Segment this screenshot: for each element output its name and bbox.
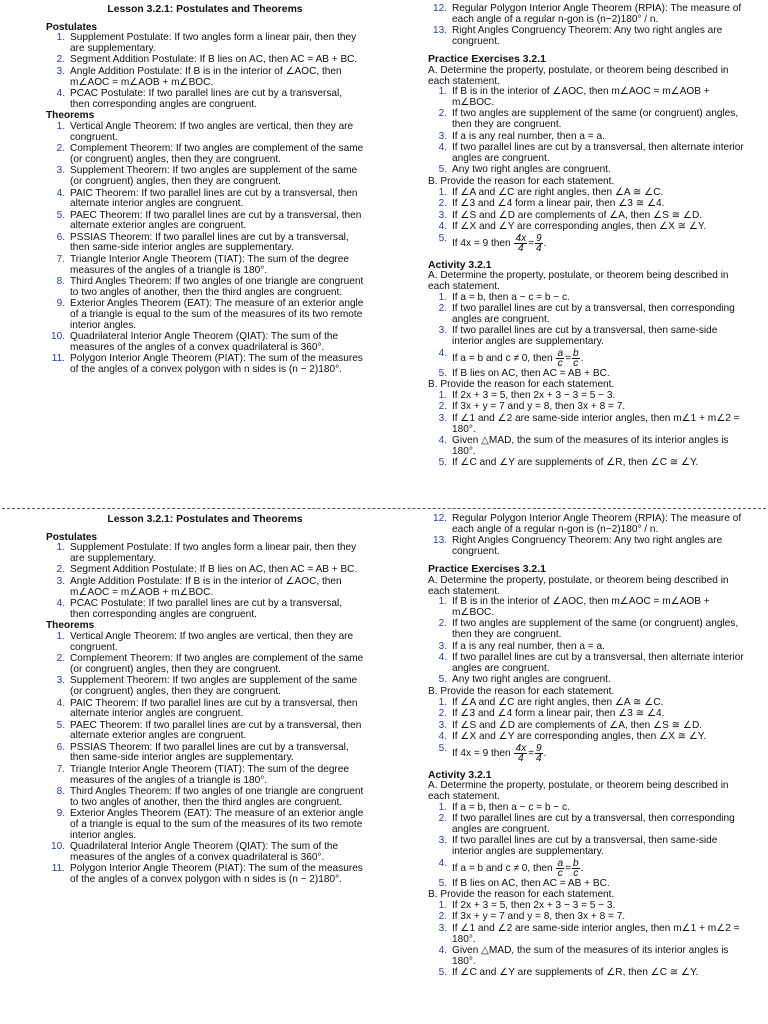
list-item bbox=[428, 87, 746, 108]
list-item bbox=[46, 654, 364, 675]
practice-b-intro: B. Provide the reason for each statement. bbox=[428, 685, 615, 697]
item-number: 9. bbox=[56, 808, 65, 820]
activity-a-intro: A. Determine the property, postulate, or theorem being described in each statement. bbox=[428, 270, 729, 293]
item-text: PAEC Theorem: If two parallel lines are cut by a transversal, then alternate exterior angles are congruent. bbox=[70, 719, 362, 742]
left-column bbox=[46, 514, 364, 887]
item-number: 6. bbox=[56, 741, 65, 753]
item-text: If two parallel lines are cut by a transversal, then same-side interior angles are supplementary. bbox=[452, 325, 718, 348]
postulates-list bbox=[46, 543, 364, 620]
theorems-heading: Theorems bbox=[46, 620, 95, 632]
list-item bbox=[46, 842, 364, 863]
item-number: 2. bbox=[438, 618, 447, 630]
item-text: If ∠S and ∠D are complements of ∠A, then ∠S ≅ ∠D. bbox=[452, 719, 703, 731]
list-item bbox=[428, 143, 746, 164]
fraction bbox=[535, 234, 543, 253]
fraction-numerator: 9 bbox=[536, 232, 542, 244]
activity-a-intro: A. Determine the property, postulate, or theorem being described in each statement. bbox=[428, 780, 729, 803]
item-text: PSSIAS Theorem: If two parallel lines are cut by a transversal, then same-side interior angles are supplementary. bbox=[70, 231, 349, 254]
fraction-denominator: 4 bbox=[536, 752, 542, 764]
item-number: 4. bbox=[56, 187, 65, 199]
item-number: 2. bbox=[56, 143, 65, 155]
item-number: 7. bbox=[56, 254, 65, 266]
theorems-list bbox=[46, 122, 364, 376]
item-number: 3. bbox=[438, 719, 447, 731]
activity-b-intro: B. Provide the reason for each statement. bbox=[428, 889, 615, 901]
item-number: 5. bbox=[438, 674, 447, 686]
activity-b-list bbox=[428, 391, 746, 469]
item-number: 4. bbox=[438, 857, 447, 869]
list-item bbox=[46, 743, 364, 764]
item-number: 4. bbox=[438, 347, 447, 359]
item-number: 3. bbox=[56, 675, 65, 687]
activity-heading: Activity 3.2.1 bbox=[428, 259, 492, 271]
item-number: 12. bbox=[432, 513, 447, 524]
item-number: 3. bbox=[438, 413, 447, 424]
list-item bbox=[428, 234, 746, 253]
list-item bbox=[428, 132, 746, 143]
list-item bbox=[428, 642, 746, 653]
item-number: 5. bbox=[438, 967, 447, 979]
right-column bbox=[428, 4, 746, 470]
item-text: If B is in the interior of ∠AOC, then m∠AOC = m∠AOB + m∠BOC. bbox=[452, 596, 710, 618]
item-text: Angle Addition Postulate: If B is in the interior of ∠AOC, then m∠AOC = m∠AOB + m∠BOC. bbox=[70, 65, 342, 88]
list-item bbox=[46, 299, 364, 331]
list-item bbox=[46, 565, 364, 576]
list-item bbox=[46, 632, 364, 653]
item-text: Polygon Interior Angle Theorem (PIAT): The sum of the measures of the angles of a convex polygon with n sides is (n − 2)180°. bbox=[70, 863, 363, 885]
item-number: 11. bbox=[51, 353, 65, 365]
list-item bbox=[428, 304, 746, 325]
fraction-numerator: b bbox=[573, 347, 579, 359]
item-text: If ∠1 and ∠2 are same-side interior angles, then m∠1 + m∠2 = 180°. bbox=[452, 413, 740, 435]
practice-a-intro: A. Determine the property, postulate, or theorem being described in each statement. bbox=[428, 64, 729, 87]
practice-b-list bbox=[428, 188, 746, 253]
item-number: 2. bbox=[438, 303, 447, 315]
item-text: Segment Addition Postulate: If B lies on AC, then AC = AB + BC. bbox=[70, 564, 358, 576]
item-text: If ∠S and ∠D are complements of ∠A, then ∠S ≅ ∠D. bbox=[452, 209, 703, 221]
list-item bbox=[46, 765, 364, 786]
list-item bbox=[46, 166, 364, 187]
item-text: Supplement Postulate: If two angles form a linear pair, then they are supplementary. bbox=[70, 542, 357, 564]
item-number: 2. bbox=[56, 564, 65, 576]
list-item bbox=[428, 211, 746, 222]
item-text: Quadrilateral Interior Angle Theorem (QIAT): The sum of the measures of the angles of a convex quadrilateral is 360°. bbox=[70, 331, 339, 353]
list-item bbox=[428, 165, 746, 176]
theorems-list-continued bbox=[428, 4, 746, 47]
item-number: 6. bbox=[56, 231, 65, 243]
list-item bbox=[46, 277, 364, 298]
item-text: Supplement Postulate: If two angles form a linear pair, then they are supplementary. bbox=[70, 32, 357, 54]
item-number: 1. bbox=[56, 32, 65, 44]
item-number: 1. bbox=[438, 899, 447, 911]
item-number: 1. bbox=[56, 120, 65, 132]
list-item bbox=[46, 332, 364, 353]
item-number: 5. bbox=[438, 367, 447, 379]
item-number: 5. bbox=[56, 209, 65, 221]
list-item bbox=[428, 924, 746, 945]
item-text: If ∠C and ∠Y are supplements of ∠R, then ∠C ≅ ∠Y. bbox=[452, 967, 699, 979]
list-item bbox=[428, 912, 746, 923]
item-text: Complement Theorem: If two angles are complement of the same (or congruent) angles, then they are congruent. bbox=[70, 143, 364, 165]
equals-sign: = bbox=[565, 352, 572, 364]
fraction-denominator: 4 bbox=[536, 242, 542, 254]
item-text: If ∠X and ∠Y are corresponding angles, then ∠X ≅ ∠Y. bbox=[452, 731, 707, 743]
item-number: 4. bbox=[438, 731, 447, 743]
item-text bbox=[452, 234, 746, 253]
item-text: If two parallel lines are cut by a transversal, then alternate interior angles are congruent. bbox=[452, 652, 744, 674]
item-text: Third Angles Theorem: If two angles of one triangle are congruent to two angles of another, then the third angles are congruent. bbox=[70, 276, 364, 298]
fraction-numerator: 4x bbox=[515, 742, 527, 754]
list-item bbox=[46, 354, 364, 375]
activity-a-list bbox=[428, 803, 746, 890]
item-text: PAIC Theorem: If two parallel lines are cut by a transversal, then alternate interior angles are congruent. bbox=[70, 697, 358, 720]
list-item bbox=[428, 946, 746, 967]
equals-sign: = bbox=[528, 238, 535, 250]
list-item bbox=[428, 293, 746, 304]
item-text: Given △MAD, the sum of the measures of its interior angles is 180°. bbox=[452, 435, 729, 457]
item-number: 2. bbox=[438, 911, 447, 923]
item-text: Triangle Interior Angle Theorem (TIAT): The sum of the degree measures of the angles of a triangle is 180°. bbox=[70, 764, 350, 786]
item-text: Segment Addition Postulate: If B lies on AC, then AC = AB + BC. bbox=[70, 54, 358, 66]
item-number: 4. bbox=[56, 598, 65, 610]
list-item bbox=[428, 369, 746, 380]
item-text: If two parallel lines are cut by a transversal, then alternate interior angles are congruent. bbox=[452, 142, 744, 164]
item-number: 5. bbox=[438, 457, 447, 469]
fraction-numerator: a bbox=[557, 857, 564, 869]
list-item bbox=[428, 653, 746, 674]
item-number: 4. bbox=[438, 652, 447, 664]
item-text: Given △MAD, the sum of the measures of its interior angles is 180°. bbox=[452, 945, 729, 967]
item-text: Exterior Angles Theorem (EAT): The measure of an exterior angle of a triangle is equal to the sum of the measures of its two remote interior angles. bbox=[70, 808, 364, 841]
list-item bbox=[428, 859, 746, 878]
list-item bbox=[428, 709, 746, 720]
list-item bbox=[428, 514, 746, 535]
list-item bbox=[46, 599, 364, 620]
item-number: 2. bbox=[438, 708, 447, 720]
list-item bbox=[428, 698, 746, 709]
list-item bbox=[46, 189, 364, 210]
list-item bbox=[428, 803, 746, 814]
item-text: Vertical Angle Theorem: If two angles are vertical, then they are congruent. bbox=[70, 630, 354, 653]
item-number: 11. bbox=[51, 863, 65, 875]
list-item bbox=[46, 864, 364, 885]
activity-heading: Activity 3.2.1 bbox=[428, 769, 492, 781]
item-text: If B lies on AC, then AC = AB + BC. bbox=[452, 877, 610, 889]
item-text-suffix: . bbox=[543, 238, 547, 250]
fraction bbox=[556, 859, 564, 878]
list-item bbox=[428, 199, 746, 210]
item-number: 3. bbox=[438, 923, 447, 934]
fraction-numerator: 9 bbox=[536, 742, 542, 754]
fraction-denominator: c bbox=[573, 867, 579, 879]
activity-a-list bbox=[428, 293, 746, 380]
item-text-prefix: If 4x = 9 then bbox=[452, 238, 511, 250]
item-number: 5. bbox=[438, 877, 447, 889]
item-text: PCAC Postulate: If two parallel lines are cut by a transversal, then corresponding angles are congruent. bbox=[70, 88, 343, 110]
fraction-denominator: 4 bbox=[517, 752, 524, 764]
item-text: PSSIAS Theorem: If two parallel lines are cut by a transversal, then same-side interior angles are supplementary. bbox=[70, 741, 349, 764]
item-text bbox=[452, 744, 746, 763]
practice-a-intro: A. Determine the property, postulate, or theorem being described in each statement. bbox=[428, 574, 729, 597]
item-number: 3. bbox=[438, 325, 447, 337]
fraction bbox=[556, 349, 564, 368]
postulates-heading: Postulates bbox=[46, 531, 98, 543]
item-number: 3. bbox=[56, 575, 65, 587]
list-item bbox=[428, 879, 746, 890]
practice-a-list bbox=[428, 597, 746, 686]
list-item bbox=[428, 402, 746, 413]
item-number: 2. bbox=[438, 198, 447, 210]
postulates-list bbox=[46, 33, 364, 110]
postulates-heading: Postulates bbox=[46, 21, 98, 33]
list-item bbox=[46, 577, 364, 598]
item-number: 3. bbox=[438, 640, 447, 652]
item-text: If a = b, then a − c = b − c. bbox=[452, 291, 570, 303]
list-item bbox=[46, 676, 364, 697]
item-number: 5. bbox=[56, 719, 65, 731]
equals-sign: = bbox=[528, 748, 535, 760]
item-text: If ∠A and ∠C are right angles, then ∠A ≅ ∠C. bbox=[452, 186, 664, 198]
item-text: Vertical Angle Theorem: If two angles are vertical, then they are congruent. bbox=[70, 120, 354, 143]
list-item bbox=[428, 721, 746, 732]
item-text: Quadrilateral Interior Angle Theorem (QIAT): The sum of the measures of the angles of a convex quadrilateral is 360°. bbox=[70, 841, 339, 863]
item-number: 8. bbox=[56, 786, 65, 798]
item-text: If a is any real number, then a = a. bbox=[452, 640, 605, 652]
item-text: Regular Polygon Interior Angle Theorem (RPIA): The measure of each angle of a regular n-gon is (n−2)180° / n. bbox=[452, 513, 742, 535]
item-text: If two parallel lines are cut by a transversal, then same-side interior angles are supplementary. bbox=[452, 835, 718, 858]
item-number: 3. bbox=[438, 130, 447, 142]
item-number: 4. bbox=[56, 697, 65, 709]
list-item bbox=[46, 255, 364, 276]
fraction-numerator: a bbox=[557, 347, 564, 359]
list-item bbox=[428, 597, 746, 618]
item-number: 4. bbox=[438, 142, 447, 154]
theorems-list-continued bbox=[428, 514, 746, 557]
list-item bbox=[46, 67, 364, 88]
list-item bbox=[428, 414, 746, 435]
item-text: If 2x + 3 = 5, then 2x + 3 − 3 = 5 − 3. bbox=[452, 899, 616, 911]
item-text: If a = b, then a − c = b − c. bbox=[452, 801, 570, 813]
item-text: Regular Polygon Interior Angle Theorem (RPIA): The measure of each angle of a regular n-gon is (n−2)180° / n. bbox=[452, 3, 742, 25]
activity-b-intro: B. Provide the reason for each statement. bbox=[428, 379, 615, 391]
item-text: If ∠1 and ∠2 are same-side interior angles, then m∠1 + m∠2 = 180°. bbox=[452, 923, 740, 945]
item-text: If two parallel lines are cut by a transversal, then corresponding angles are congruent. bbox=[452, 303, 735, 325]
list-item bbox=[46, 543, 364, 564]
item-number: 5. bbox=[438, 232, 447, 244]
list-item bbox=[428, 391, 746, 402]
list-item bbox=[428, 744, 746, 763]
item-number: 2. bbox=[56, 653, 65, 665]
item-number: 1. bbox=[438, 186, 447, 198]
list-item bbox=[428, 619, 746, 640]
item-text: If ∠C and ∠Y are supplements of ∠R, then ∠C ≅ ∠Y. bbox=[452, 457, 699, 469]
list-item bbox=[428, 326, 746, 347]
practice-heading: Practice Exercises 3.2.1 bbox=[428, 54, 546, 66]
item-number: 1. bbox=[438, 291, 447, 303]
activity-b-list bbox=[428, 901, 746, 979]
list-item bbox=[46, 144, 364, 165]
item-number: 1. bbox=[438, 696, 447, 708]
item-text: Right Angles Congruency Theorem: Any two right angles are congruent. bbox=[452, 535, 723, 557]
list-item bbox=[428, 436, 746, 457]
item-text: If ∠X and ∠Y are corresponding angles, then ∠X ≅ ∠Y. bbox=[452, 221, 707, 233]
list-item bbox=[46, 211, 364, 232]
list-item bbox=[46, 787, 364, 808]
item-text: Right Angles Congruency Theorem: Any two right angles are congruent. bbox=[452, 25, 723, 47]
fraction-numerator: b bbox=[573, 857, 579, 869]
list-item bbox=[428, 901, 746, 912]
list-item bbox=[428, 536, 746, 557]
list-item bbox=[428, 4, 746, 25]
item-text: If 3x + y = 7 and y = 8, then 3x + 8 = 7. bbox=[452, 911, 626, 923]
left-column bbox=[46, 4, 364, 377]
item-text-prefix: If a = b and c ≠ 0, then bbox=[452, 862, 553, 874]
list-item bbox=[46, 55, 364, 66]
worksheet-copy-top bbox=[0, 0, 768, 507]
item-text: Any two right angles are congruent. bbox=[452, 674, 611, 686]
item-text: Supplement Theorem: If two angles are supplement of the same (or congruent) angles, then they are congruent. bbox=[70, 675, 358, 697]
list-item bbox=[428, 222, 746, 233]
lesson-title: Lesson 3.2.1: Postulates and Theorems bbox=[107, 4, 303, 15]
item-number: 1. bbox=[438, 86, 447, 98]
item-number: 5. bbox=[438, 742, 447, 754]
lesson-title: Lesson 3.2.1: Postulates and Theorems bbox=[107, 514, 303, 525]
list-item bbox=[46, 809, 364, 841]
fraction-denominator: c bbox=[573, 357, 579, 369]
equals-sign: = bbox=[565, 862, 572, 874]
list-item bbox=[428, 732, 746, 743]
fraction-denominator: c bbox=[557, 357, 563, 369]
item-number: 2. bbox=[438, 401, 447, 413]
item-number: 4. bbox=[438, 435, 447, 447]
list-item bbox=[428, 968, 746, 979]
list-item bbox=[428, 26, 746, 47]
item-number: 1. bbox=[56, 630, 65, 642]
practice-b-intro: B. Provide the reason for each statement. bbox=[428, 175, 615, 187]
item-number: 8. bbox=[56, 276, 65, 288]
item-number: 3. bbox=[56, 165, 65, 177]
item-number: 13. bbox=[432, 535, 447, 547]
item-number: 4. bbox=[56, 88, 65, 100]
list-item bbox=[46, 122, 364, 143]
item-text: If ∠A and ∠C are right angles, then ∠A ≅ ∠C. bbox=[452, 696, 664, 708]
item-text-prefix: If a = b and c ≠ 0, then bbox=[452, 352, 553, 364]
fraction bbox=[514, 744, 527, 763]
list-item bbox=[428, 458, 746, 469]
fraction bbox=[572, 349, 580, 368]
item-number: 9. bbox=[56, 298, 65, 310]
item-number: 5. bbox=[438, 164, 447, 176]
list-item bbox=[428, 814, 746, 835]
item-text: If two angles are supplement of the same (or congruent) angles, then they are congruent. bbox=[452, 618, 739, 640]
item-text: Polygon Interior Angle Theorem (PIAT): The sum of the measures of the angles of a convex polygon with n sides is (n − 2)180°. bbox=[70, 353, 363, 375]
item-text: PCAC Postulate: If two parallel lines are cut by a transversal, then corresponding angles are congruent. bbox=[70, 598, 343, 620]
item-text-prefix: If 4x = 9 then bbox=[452, 748, 511, 760]
item-text-suffix: . bbox=[543, 748, 547, 760]
fraction bbox=[514, 234, 527, 253]
item-text: If 3x + y = 7 and y = 8, then 3x + 8 = 7. bbox=[452, 401, 626, 413]
item-text: Supplement Theorem: If two angles are supplement of the same (or congruent) angles, then they are congruent. bbox=[70, 165, 358, 187]
item-text: Angle Addition Postulate: If B is in the interior of ∠AOC, then m∠AOC = m∠AOB + m∠BOC. bbox=[70, 575, 342, 598]
item-text: If B lies on AC, then AC = AB + BC. bbox=[452, 367, 610, 379]
item-text: Third Angles Theorem: If two angles of one triangle are congruent to two angles of another, then the third angles are congruent. bbox=[70, 786, 364, 808]
item-number: 7. bbox=[56, 764, 65, 776]
fraction-denominator: 4 bbox=[517, 242, 524, 254]
list-item bbox=[428, 109, 746, 130]
item-number: 12. bbox=[432, 3, 447, 14]
item-number: 1. bbox=[438, 801, 447, 813]
item-text: Complement Theorem: If two angles are complement of the same (or congruent) angles, then they are congruent. bbox=[70, 653, 364, 675]
item-text: If two angles are supplement of the same (or congruent) angles, then they are congruent. bbox=[452, 108, 739, 130]
item-text bbox=[452, 859, 746, 878]
list-item bbox=[428, 349, 746, 368]
item-number: 1. bbox=[438, 596, 447, 608]
list-item bbox=[46, 721, 364, 742]
list-item bbox=[428, 675, 746, 686]
item-text: Any two right angles are congruent. bbox=[452, 164, 611, 176]
item-number: 2. bbox=[438, 813, 447, 825]
list-item bbox=[46, 699, 364, 720]
list-item bbox=[46, 233, 364, 254]
item-number: 3. bbox=[438, 209, 447, 221]
item-text: If 2x + 3 = 5, then 2x + 3 − 3 = 5 − 3. bbox=[452, 389, 616, 401]
item-text bbox=[452, 349, 746, 368]
item-number: 3. bbox=[56, 65, 65, 77]
item-text-suffix: . bbox=[580, 352, 584, 364]
item-number: 3. bbox=[438, 835, 447, 847]
list-item bbox=[46, 89, 364, 110]
right-column bbox=[428, 514, 746, 980]
item-text: If a is any real number, then a = a. bbox=[452, 130, 605, 142]
item-number: 2. bbox=[438, 108, 447, 120]
list-item bbox=[428, 836, 746, 857]
fraction bbox=[535, 744, 543, 763]
item-text: If ∠3 and ∠4 form a linear pair, then ∠3 ≅ ∠4. bbox=[452, 708, 665, 720]
item-number: 10. bbox=[50, 841, 65, 853]
practice-heading: Practice Exercises 3.2.1 bbox=[428, 564, 546, 576]
practice-b-list bbox=[428, 698, 746, 763]
item-number: 4. bbox=[438, 945, 447, 957]
item-text: If two parallel lines are cut by a transversal, then corresponding angles are congruent. bbox=[452, 813, 735, 835]
fraction-denominator: c bbox=[557, 867, 563, 879]
item-number: 4. bbox=[438, 221, 447, 233]
item-text: If ∠3 and ∠4 form a linear pair, then ∠3 ≅ ∠4. bbox=[452, 198, 665, 210]
item-text-suffix: . bbox=[580, 862, 584, 874]
item-text: If B is in the interior of ∠AOC, then m∠AOC = m∠AOB + m∠BOC. bbox=[452, 86, 710, 108]
theorems-list bbox=[46, 632, 364, 886]
fraction bbox=[572, 859, 580, 878]
item-text: Exterior Angles Theorem (EAT): The measure of an exterior angle of a triangle is equal to the sum of the measures of its two remote interior angles. bbox=[70, 298, 364, 331]
item-text: Triangle Interior Angle Theorem (TIAT): The sum of the degree measures of the angles of a triangle is 180°. bbox=[70, 254, 350, 276]
worksheet-copy-bottom bbox=[0, 510, 768, 1017]
item-number: 13. bbox=[432, 25, 447, 37]
theorems-heading: Theorems bbox=[46, 110, 95, 122]
list-item bbox=[46, 33, 364, 54]
practice-a-list bbox=[428, 87, 746, 176]
item-number: 1. bbox=[438, 389, 447, 401]
item-text: PAIC Theorem: If two parallel lines are cut by a transversal, then alternate interior angles are congruent. bbox=[70, 187, 358, 210]
item-number: 10. bbox=[50, 331, 65, 343]
item-text: PAEC Theorem: If two parallel lines are cut by a transversal, then alternate exterior angles are congruent. bbox=[70, 209, 362, 232]
cut-line-divider bbox=[2, 508, 766, 509]
fraction-numerator: 4x bbox=[515, 232, 527, 244]
item-number: 2. bbox=[56, 54, 65, 66]
list-item bbox=[428, 188, 746, 199]
item-number: 1. bbox=[56, 542, 65, 554]
